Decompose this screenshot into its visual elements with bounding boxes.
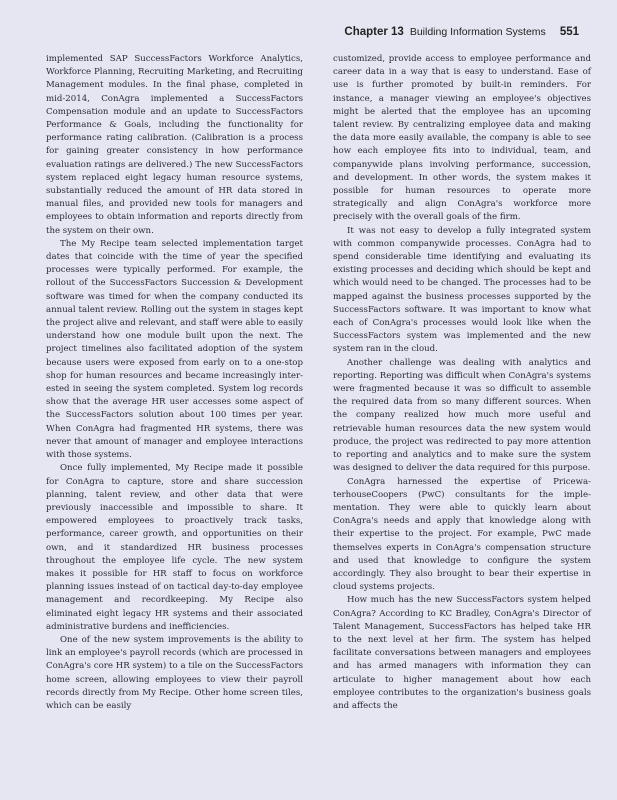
chapter-label: Chapter 13 [344, 26, 404, 38]
paragraph: Once fully implemented, My Recipe made it possible for ConAgra to capture, store and share succession planning, talent review, and other data that were previously inaccessible and impossible to share. It empowered employees to proactively track tasks, performance, career growth, and opportunities on their own, and it standardized HR business processes throughout the employee life cycle. The new system makes it possible for HR staff to focus on workforce planning issues instead of on tactical day-to-day employee management and recordkeeping. My Recipe also eliminated eight legacy HR systems and their associated administrative burdens and inefficiencies. [46, 463, 303, 632]
chapter-title: Building Information Systems [409, 26, 546, 38]
right-column [333, 53, 591, 713]
paragraph: customized, provide access to employee performance and career data in a way that is easy to understand. Ease of use is further promoted by built-in reminders. For instance, a manager viewing an employee's objectives might be alerted that the employee has an upcoming talent review. By centralizing employee data and making the data more easily available, the company is able to see how each employee fits into to individual, team, and companywide plans involving performance, succession, and development. In other words, the system makes it possible for human resources to operate more strategically and align ConAgra's workforce more precisely with the overall goals of the firm. [333, 54, 591, 223]
paragraph: The My Recipe team selected implementation target dates that coincide with the time of year the specified processes were typically performed. For example, the rollout of the SuccessFactors Succession & Development software was timed for when the company conducted its annual talent review. Rolling out the system in stages kept the project alive and relevant, and staff were able to easily understand how one module built upon the next. The project timelines also facilitated adoption of the system because users were exposed from early on to a one-stop shop for human resources and became increasingly interested in seeing the system completed. System log records show that the average HR user accesses some aspect of the SuccessFactors solution about 100 times per year. When ConAgra had fragmented HR systems, there was never that amount of manager and employee interactions with those systems. [46, 238, 303, 461]
paragraph: One of the new system improvements is the ability to link an employee's payroll records (which are processed in ConAgra's core HR system) to a tile on the SuccessFactors home screen, allowing employees to view their payroll records directly from My Recipe. Other home screen tiles, which can be easily [46, 634, 303, 711]
page-number: 551 [559, 26, 579, 38]
paragraph: ConAgra harnessed the expertise of PricewaterhouseCoopers (PwC) consultants for the implementation. They were able to quickly learn about ConAgra's needs and apply that knowledge along with their expertise to the project. For example, PwC made themselves experts in ConAgra's compensation structure and used that knowledge to configure the system accordingly. They also brought to bear their expertise in cloud systems projects. [333, 476, 591, 593]
paragraph: It was not easy to develop a fully integrated system with common companywide processes. ConAgra had to spend considerable time identifying and evaluating its existing processes and deciding which should be kept and which would need to be changed. The processes had to be mapped against the business processes supported by the SuccessFactors software. It was important to know what each of ConAgra's processes would look like when the SuccessFactors system was implemented and the new system ran in the cloud. [333, 225, 591, 355]
page-header [344, 26, 579, 38]
paragraph: Another challenge was dealing with analytics and reporting. Reporting was difficult when ConAgra's systems were fragmented because it was so difficult to assemble the required data from so many different sources. When the company realized how much more useful and retrievable human resources data the new system would produce, the project was redirected to pay more attention to reporting and analytics and to make sure the system was designed to deliver the data required for this purpose. [333, 357, 591, 474]
paragraph: How much has the new SuccessFactors system helped ConAgra? According to KC Bradley, ConAgra's Director of Talent Management, SuccessFactors has helped take HR to the next level at her firm. The system has helped facilitate conversations between managers and employees and has armed managers with information they can articulate to higher management about how each employee contributes to the organization's business goals and affects the [333, 595, 591, 711]
paragraph: implemented SAP SuccessFactors Workforce Analytics, Workforce Planning, Recruiting Marketing, and Recruiting Management modules. In the final phase, completed in mid-2014, ConAgra implemented a SuccessFactors Compensation module and an update to SuccessFactors Performance & Goals, including the functionality for performance rating calibration. (Calibration is a process for gaining greater consistency in how performance evaluation ratings are delivered.) The new SuccessFactors system replaced eight legacy human resource systems, substantially reduced the amount of HR data stored in manual files, and provided new tools for managers and employees to obtain information and reports directly from the system on their own. [46, 54, 303, 236]
left-column [46, 53, 303, 713]
